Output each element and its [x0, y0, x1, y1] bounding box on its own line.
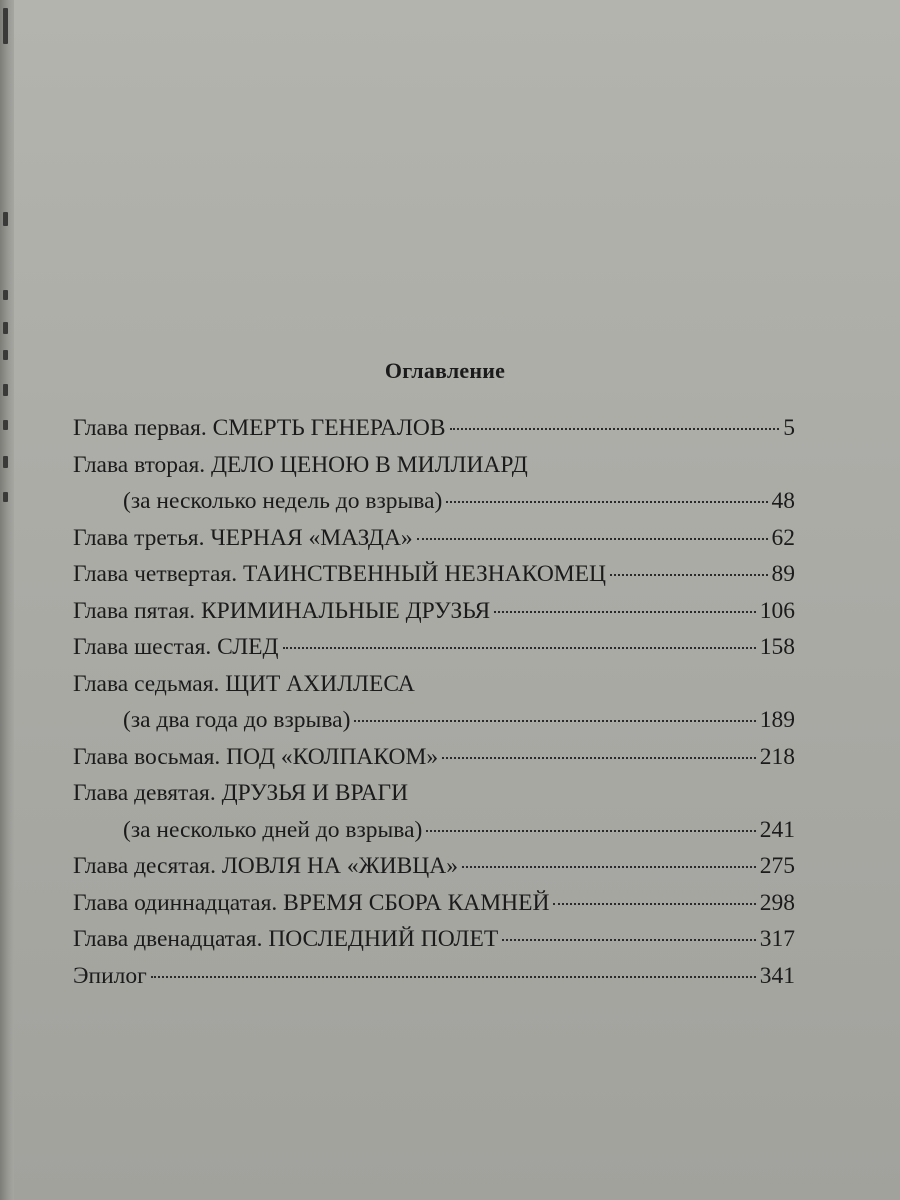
toc-entry-page: 317	[759, 926, 795, 952]
toc-entry	[73, 629, 795, 666]
toc-entry-title: Глава четвертая. ТАИНСТВЕННЫЙ НЕЗНАКОМЕЦ	[73, 561, 607, 587]
toc-entry	[73, 447, 795, 484]
toc-entry	[73, 593, 795, 630]
dot-leader	[494, 611, 756, 613]
toc-entry-title: Эпилог	[73, 962, 147, 989]
toc-entry-page: 5	[783, 415, 795, 441]
toc-entry-title: Глава девятая. ДРУЗЬЯ И ВРАГИ	[73, 780, 409, 806]
toc-entry-title: Глава десятая. ЛОВЛЯ НА «ЖИВЦА»	[73, 853, 458, 879]
dot-leader	[462, 866, 756, 868]
toc-entry-title: Глава седьмая. ЩИТ АХИЛЛЕСА	[73, 670, 415, 697]
toc-entry-page: 89	[771, 561, 795, 587]
toc-entry-title: Глава пятая. КРИМИНАЛЬНЫЕ ДРУЗЬЯ	[73, 597, 491, 624]
dot-leader	[502, 939, 756, 941]
toc-entry	[73, 775, 795, 812]
toc-entry-page: 341	[759, 962, 795, 989]
toc-entry-page: 298	[759, 889, 795, 916]
previous-page-edge	[0, 0, 14, 1200]
dot-leader	[553, 903, 755, 905]
dot-leader	[417, 538, 768, 540]
bleed-mark	[3, 456, 8, 468]
bleed-mark	[3, 492, 8, 502]
dot-leader	[151, 976, 756, 978]
toc-entry-continuation	[73, 702, 795, 739]
toc-entry-title: Глава первая. СМЕРТЬ ГЕНЕРАЛОВ	[73, 415, 446, 441]
dot-leader	[442, 757, 756, 759]
dot-leader	[610, 574, 767, 576]
toc-entry-page: 48	[771, 488, 795, 514]
toc-entry	[73, 556, 795, 593]
toc-entry-continuation	[73, 483, 795, 520]
toc-entry-subtitle: (за два года до взрыва)	[123, 707, 351, 733]
toc-entry	[73, 666, 795, 703]
toc-entry	[73, 885, 795, 922]
bleed-mark	[3, 8, 8, 44]
toc-entry-page: 158	[759, 634, 795, 660]
toc-entry-page: 218	[759, 743, 795, 770]
dot-leader	[354, 720, 755, 722]
toc-entry-page: 241	[759, 816, 795, 843]
toc-entry-title: Глава вторая. ДЕЛО ЦЕНОЮ В МИЛЛИАРД	[73, 451, 528, 478]
toc-entry-title: Глава двенадцатая. ПОСЛЕДНИЙ ПОЛЕТ	[73, 926, 499, 952]
dot-leader	[450, 428, 780, 430]
toc-entry-page: 62	[771, 524, 795, 551]
bleed-mark	[3, 384, 8, 396]
toc-entry-subtitle: (за несколько дней до взрыва)	[123, 816, 423, 843]
toc-heading: Оглавление	[384, 358, 506, 383]
toc-entry-continuation	[73, 812, 795, 849]
bleed-mark	[3, 212, 8, 226]
toc-entry-title: Глава шестая. СЛЕД	[73, 634, 279, 660]
bleed-mark	[3, 290, 8, 300]
dot-leader	[446, 501, 767, 503]
toc-entry	[73, 958, 795, 995]
toc-entry-page: 189	[759, 707, 795, 733]
dot-leader	[283, 647, 756, 649]
bleed-mark	[3, 420, 8, 430]
bleed-mark	[3, 350, 8, 360]
toc-entry-subtitle: (за несколько недель до взрыва)	[123, 488, 443, 514]
dot-leader	[426, 830, 755, 832]
toc-entry-title: Глава третья. ЧЕРНАЯ «МАЗДА»	[73, 524, 413, 551]
toc-entry-title: Глава восьмая. ПОД «КОЛПАКОМ»	[73, 743, 439, 770]
bleed-mark	[3, 322, 8, 334]
toc-list	[73, 410, 795, 994]
toc-entry-page: 275	[759, 853, 795, 879]
toc-entry-page: 106	[759, 597, 795, 624]
toc-entry	[73, 520, 795, 557]
toc-entry	[73, 921, 795, 958]
toc-entry-title: Глава одиннадцатая. ВРЕМЯ СБОРА КАМНЕЙ	[73, 889, 550, 916]
toc-entry	[73, 410, 795, 447]
toc-entry	[73, 739, 795, 776]
toc-entry	[73, 848, 795, 885]
